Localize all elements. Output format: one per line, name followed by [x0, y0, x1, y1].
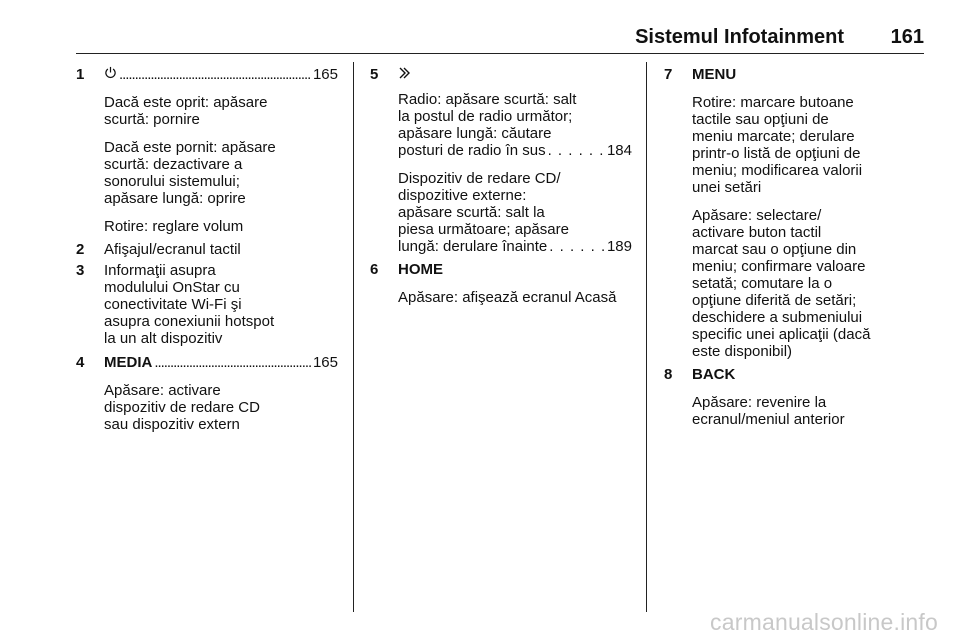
column-2	[370, 66, 632, 306]
leader-dots	[154, 354, 311, 371]
paragraph: Dacă este oprit: apăsare scurtă: pornire	[104, 94, 268, 128]
entry-1	[76, 66, 338, 235]
page-reference[interactable]: 189	[606, 238, 632, 255]
leader-dots	[119, 66, 311, 83]
column-divider-1	[353, 62, 354, 612]
page-reference[interactable]: 165	[312, 66, 338, 83]
page-title: Sistemul Infotainment	[635, 26, 844, 48]
entry-number: 5	[370, 66, 379, 83]
paragraph: Apăsare: activare dispozitiv de redare CD sau dispozitiv extern	[104, 382, 260, 433]
leader-dots	[549, 238, 605, 255]
paragraph: Rotire: marcare butoane tactile sau opţiuni de meniu marcate; derulare printr-o listă de opţiuni de meniu; modificarea valorii unei setări	[692, 94, 863, 196]
header-rule	[76, 53, 924, 54]
paragraph: Rotire: reglare volum	[104, 218, 244, 235]
entry-number: 6	[370, 261, 379, 278]
paragraph: Apăsare: afişează ecranul Acasă	[398, 289, 617, 306]
button-label-media: MEDIA	[104, 354, 153, 371]
entry-number: 8	[664, 366, 673, 383]
entry-number: 2	[76, 241, 85, 258]
button-label-home: HOME	[398, 261, 443, 278]
entry-4	[76, 354, 338, 433]
paragraph: Dispozitiv de redare CD/ dispozitive externe: apăsare scurtă: salt la piesa următoare; apăsare lungă: derulare înainte . . . 189	[398, 170, 632, 255]
entry-3: 3 Informaţii asupra modulului OnStar cu conectivitate Wi-Fi şi asupra conexiunii hotspot la un alt dispozitiv	[76, 262, 275, 347]
power-icon	[104, 66, 117, 79]
page-reference[interactable]: 165	[312, 354, 338, 371]
watermark: carmanualsonline.info	[710, 609, 938, 635]
column-divider-2	[646, 62, 647, 612]
entry-2	[76, 241, 338, 258]
paragraph: Radio: apăsare scurtă: salt la postul de radio următor; apăsare lungă: căutare posturi de radio în sus . . . 184	[398, 91, 632, 159]
entry-8	[664, 366, 926, 428]
chevron-right-icon	[398, 66, 412, 80]
entry-number: 7	[664, 66, 673, 83]
column-1	[76, 66, 338, 433]
entry-number: 1	[76, 66, 85, 83]
button-label-menu: MENU	[692, 66, 737, 83]
entry-number: 3	[76, 262, 85, 279]
page-number: 161	[890, 26, 924, 48]
page-header	[76, 24, 924, 52]
entry-6	[370, 261, 632, 306]
leader-dots	[548, 142, 605, 159]
button-label-back: BACK	[692, 366, 736, 383]
paragraph: Apăsare: selectare/ activare buton tactil marcat sau o opţiune din meniu; confirmare valoare setată; comutare la o opţiune diferită de setări; deschidere a submeniului specific unei aplicaţii (dacă este disponibil)	[692, 207, 871, 360]
paragraph: Apăsare: revenire la ecranul/meniul anterior	[692, 394, 845, 428]
entry-7	[664, 66, 926, 360]
entry-5	[370, 66, 632, 255]
page-reference[interactable]: 184	[606, 142, 632, 159]
entry-number: 4	[76, 354, 85, 371]
paragraph: Dacă este pornit: apăsare scurtă: dezactivare a sonorului sistemului; apăsare lungă: oprire	[104, 139, 276, 207]
entry-text: Afişajul/ecranul tactil	[104, 241, 241, 258]
column-3	[664, 66, 926, 428]
